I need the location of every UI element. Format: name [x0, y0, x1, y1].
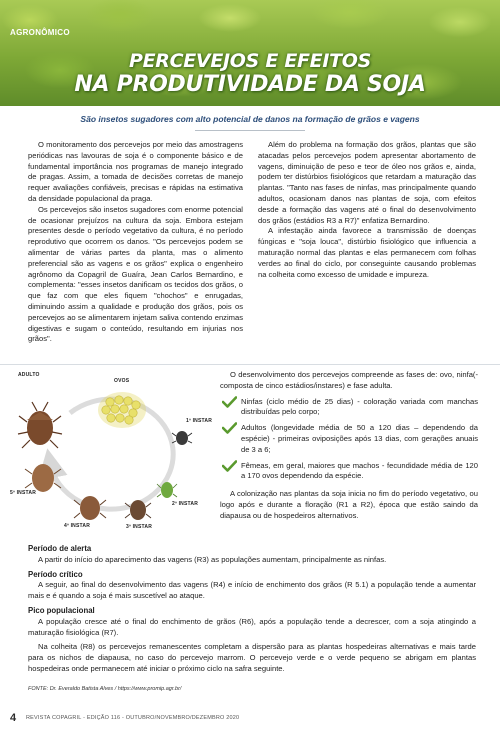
lifecycle-illustration: [10, 368, 215, 538]
period-text: A partir do início do aparecimento das vagens (R3) as populações aumentam, principalmente as ninfas.: [38, 554, 387, 564]
header-banner: [0, 0, 500, 106]
lifecycle-text: [220, 370, 478, 522]
period-heading: Período crítico: [28, 569, 83, 579]
eggs-cluster: [98, 392, 146, 428]
body-column-right: [258, 140, 476, 280]
checkmark-icon: [222, 422, 237, 434]
label-instar-3: 3º INSTAR: [126, 524, 153, 530]
body-column-left: [28, 140, 243, 345]
magazine-issue: REVISTA COPAGRIL - EDIÇÃO 116 - OUTUBRO/NOVEMBRO/DEZEMBRO 2020: [26, 715, 240, 721]
adult-bug: [18, 402, 62, 448]
periods-section: [28, 540, 476, 675]
period-heading: Período de alerta: [28, 544, 92, 553]
subtitle-divider: [195, 130, 305, 131]
page-footer: [10, 712, 490, 726]
label-adult: ADULTO: [18, 372, 40, 378]
section-divider: [0, 364, 500, 365]
period-text: A população cresce até o final do enchimento de grãos (R6), após a população tende a decrescer, com a soja atingindo a maturação fisiológica (R7).: [28, 616, 476, 637]
lifecycle-diagram: [10, 368, 215, 538]
source-credit: FONTE: Dr. Everaldo Batista Alves / https://www.promip.agr.br/: [28, 686, 182, 692]
phase-text: Ninfas (ciclo médio de 25 dias) - coloração variada com manchas distribuídas pelo corpo;: [241, 396, 478, 417]
label-instar-4: 4º INSTAR: [64, 523, 91, 529]
first-instar-bug: [172, 431, 192, 445]
checkmark-icon: [222, 460, 237, 472]
label-instar-5: 5º INSTAR: [10, 490, 37, 496]
label-instar-2: 2º INSTAR: [172, 501, 199, 507]
label-eggs: OVOS: [114, 378, 130, 384]
third-instar-bug: [125, 500, 151, 520]
phase-text: Fêmeas, em geral, maiores que machos - fecundidade média de 120 a 170 ovos dependendo da espécie.: [241, 460, 478, 481]
body-paragraph: Além do problema na formação dos grãos, plantas que são atacadas pelos percevejos podem apresentar abortamento de vagens, diminuição de peso e teor de óleo nos grãos e, ainda, podem ter distúrbios fisiológicos que retardam a maturação das plantas. "Tanto nas fases de ninfas, mas principalmente quando adultos, ocasionam danos nas plantas de soja, com efeitos desde a formação das vagens até o final do desenvolvimento dos grãos (estádios R3 a R7)" enfatiza Bernardino.: [258, 140, 476, 225]
phase-item: [220, 397, 478, 419]
phase-text: Adultos (longevidade média de 50 a 120 dias – dependendo da espécie) - primeiras oviposições após 13 dias, com gerações anuais de 3 a 6;: [241, 423, 478, 454]
colonization-paragraph: A colonização nas plantas da soja inicia no fim do período vegetativo, ou logo após e durante a floração (R1 a R2), época que estão saindo da diapausa ou de hospedeiros alternativos.: [220, 489, 478, 520]
body-paragraph: O monitoramento dos percevejos por meio das amostragens periódicas nas lavouras de soja é o componente básico e de fundamental importância nos programas de manejo integrado de pragas. Assim, a tomada de decisões corretas de manejo requer avaliações confiáveis, precisas e rápidas na estimativa da densidade populacional da praga.: [28, 140, 243, 203]
label-instar-1: 1º INSTAR: [186, 418, 213, 424]
period-heading: Pico populacional: [28, 605, 95, 615]
checkmark-icon: [222, 396, 237, 408]
body-paragraph: A infestação ainda favorece a transmissão de doenças fúngicas e "soja louca", distúrbio fisiológico que influencia a maturação normal das plantas e elas permanecem com folhas verdes ao final do ciclo, por conseguinte causando problemas na colheita como excesso de umidade e impureza.: [258, 226, 476, 279]
lifecycle-intro: O desenvolvimento dos percevejos compreende as fases de: ovo, ninfa(-composta de cinco estádios/instares) e fase adulta.: [220, 370, 478, 390]
article-subtitle: São insetos sugadores com alto potencial de danos na formação de grãos e vagens: [80, 114, 420, 124]
section-tag: AGRONÔMICO: [10, 28, 70, 37]
article-title-line-1: PERCEVEJOS E EFEITOS: [128, 50, 372, 72]
page-number: 4: [10, 712, 17, 724]
period-text: A seguir, ao final do desenvolvimento das vagens (R4) e início de enchimento dos grãos (R 5.1) a população tende a aumentar mais e é quando a soja é mais suscetível ao ataque.: [28, 580, 476, 601]
phase-item: [220, 423, 478, 455]
closing-paragraph: Na colheita (R8) os percevejos remanescentes completam a dispersão para as plantas hospedeiras alternativas e mais tarde para os nichos de diapausa, no caso do percevejo marrom. O percevejo verde e o verde pequeno se abrigam em plantas hospedeiras onde permanecem até iniciar o próximo ciclo na safra seguinte.: [28, 642, 476, 673]
body-paragraph: Os percevejos são insetos sugadores com enorme potencial de ocasionar prejuízos na cultura da soja. Embora estejam presentes desde o período vegetativo da cultura, é no período reprodutivo que ocorrem os danos. "Os percevejos podem se alimentar de várias partes da planta, mas o alimento preferencial são as vagens e os grãos" explica o engenheiro agrônomo da Copagril de Guaíra, Jean Carlos Bernardino, e complementa: "esses insetos danificam os tecidos dos grãos, o que faz com que eles fiquem "chochos" e enrugadas, diminuindo assim a qualidade e produção dos grãos, pois os percevejos ao se alimentarem injetam saliva contendo enzimas digestivas e sugam o conteúdo, resultando em injurias nos grãos".: [28, 204, 243, 344]
phase-item: [220, 461, 478, 483]
article-title-line-2: NA PRODUTIVIDADE DA SOJA: [74, 72, 426, 97]
